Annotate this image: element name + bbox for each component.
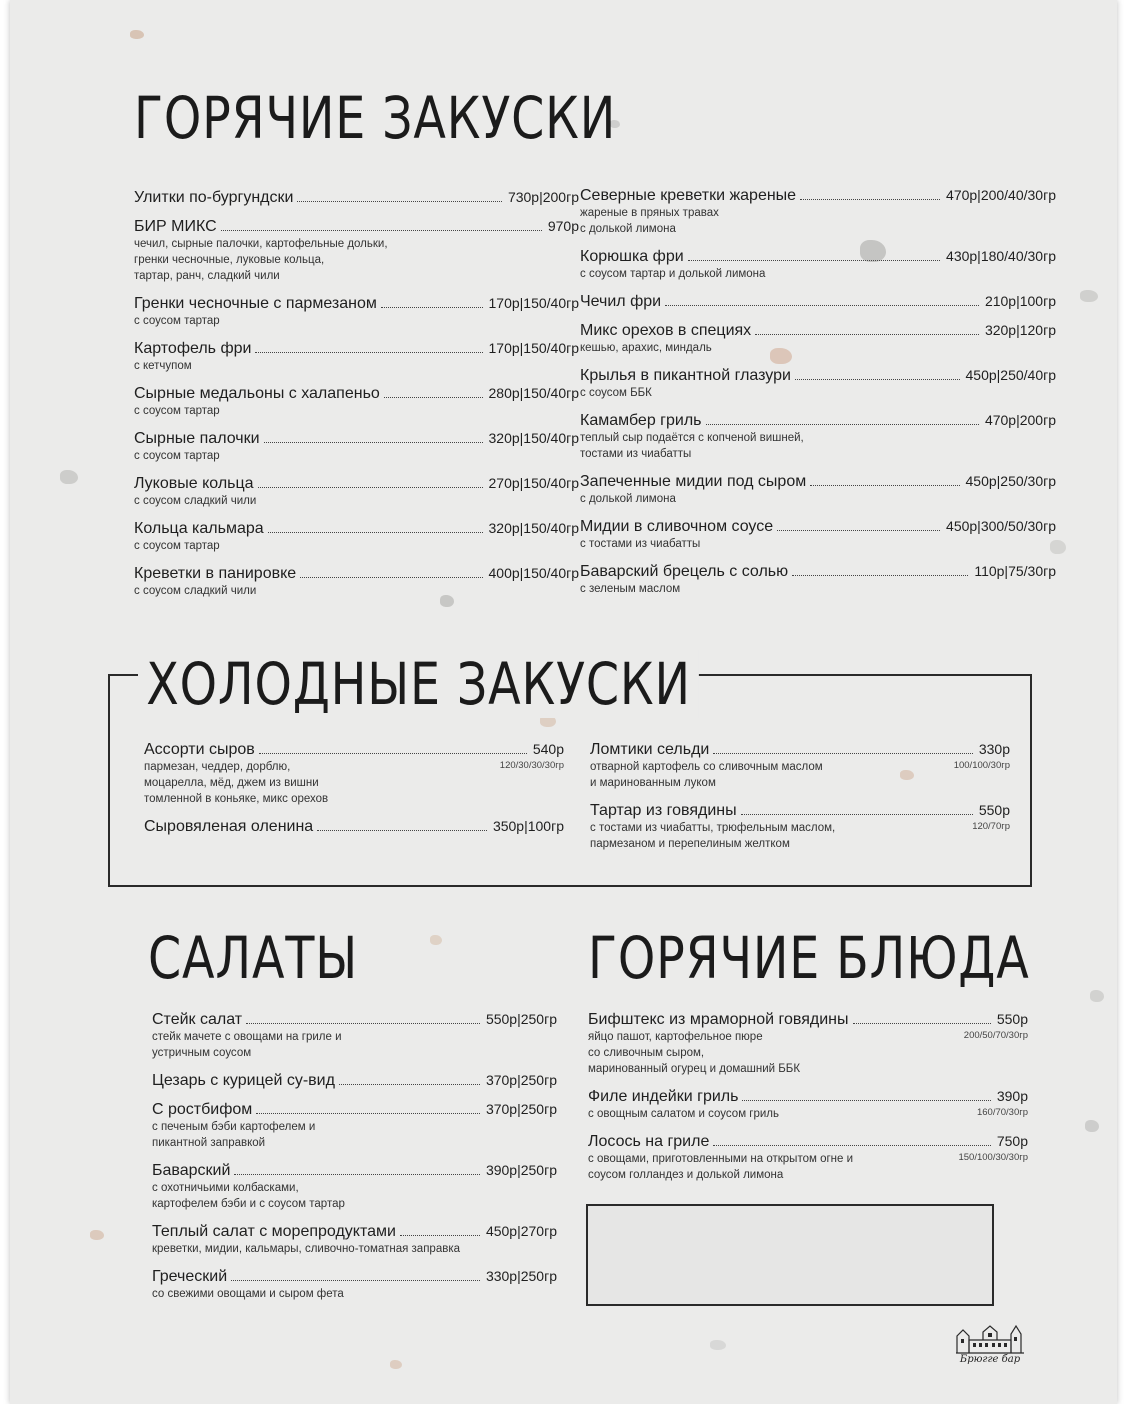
- item-name: Греческий: [152, 1268, 228, 1285]
- decor-speck: [710, 1340, 726, 1350]
- menu-item: [588, 1132, 1028, 1183]
- item-price: 450р|250/30гр: [965, 473, 1056, 489]
- item-description: пикантной заправкой: [152, 1137, 266, 1149]
- menu-item: [152, 1071, 557, 1090]
- dot-leader: [317, 830, 487, 831]
- menu-item-row: [152, 1071, 557, 1090]
- dot-leader: [246, 1023, 480, 1024]
- dot-leader: [741, 814, 973, 815]
- dot-leader: [853, 1023, 991, 1024]
- item-price: 370р|250гр: [485, 1072, 557, 1088]
- menu-item: [580, 321, 1056, 356]
- menu-item-row: [580, 321, 1056, 340]
- dot-leader: [297, 201, 502, 202]
- item-description: яйцо пашот, картофельное пюре: [588, 1031, 763, 1043]
- menu-item: [580, 292, 1056, 311]
- menu-item: [134, 217, 579, 284]
- item-description: с соусом тартар: [134, 405, 220, 417]
- item-price: 280р|150/40гр: [488, 385, 579, 401]
- menu-item: [152, 1267, 557, 1302]
- item-name: Сырные медальоны с халапеньо: [134, 385, 380, 402]
- item-name: Бифштекс из мраморной говядины: [588, 1011, 849, 1028]
- menu-item: [144, 817, 564, 836]
- item-price: 450р|300/50/30гр: [946, 518, 1056, 534]
- item-name: Сыровяленая оленина: [144, 818, 314, 835]
- dot-leader: [665, 305, 979, 306]
- dot-leader: [231, 1280, 480, 1281]
- section-title-cold-appetizers: ХОЛОДНЫЕ ЗАКУСКИ: [138, 650, 699, 718]
- dot-leader: [706, 424, 979, 425]
- item-name: Мидии в сливочном соусе: [580, 518, 774, 535]
- menu-item: [134, 474, 579, 509]
- item-name: Чечил фри: [580, 293, 662, 310]
- item-price: 320р|150/40гр: [488, 430, 579, 446]
- dot-leader: [800, 199, 940, 200]
- item-description: гренки чесночные, луковые кольца,: [134, 254, 325, 266]
- dot-leader: [256, 1113, 480, 1114]
- item-weight: 100/100/30гр: [953, 760, 1010, 771]
- item-price: 470р|200гр: [984, 412, 1056, 428]
- item-price: 450р|270гр: [485, 1223, 557, 1239]
- menu-item-row: [134, 188, 579, 207]
- item-description: с долькой лимона: [580, 223, 676, 235]
- decor-speck: [1085, 1120, 1099, 1132]
- menu-item-row: [144, 740, 564, 759]
- dot-leader: [259, 753, 527, 754]
- item-description: с соусом тартар: [134, 450, 220, 462]
- menu-item: [580, 411, 1056, 462]
- item-description: кешью, арахис, миндаль: [580, 342, 712, 354]
- dot-leader: [810, 485, 959, 486]
- item-price: 450р|250/40гр: [965, 367, 1056, 383]
- item-description: с печеным бэби картофелем и: [152, 1121, 316, 1133]
- item-name: БИР МИКС: [134, 218, 217, 235]
- menu-item-row: [580, 366, 1056, 385]
- item-weight: 150/100/30/30гр: [958, 1152, 1028, 1163]
- cold-appetizers-right-column: [590, 740, 1010, 862]
- menu-item-row: [590, 740, 1010, 759]
- dot-leader: [755, 334, 979, 335]
- logo-text: Брюгге бар: [959, 1354, 1021, 1365]
- item-description: тостами из чиабатты: [580, 448, 692, 460]
- blank-frame: [586, 1204, 994, 1306]
- item-name: Сырные палочки: [134, 430, 260, 447]
- item-description: картофелем бэби и с соусом тартар: [152, 1198, 345, 1210]
- item-name: Крылья в пикантной глазури: [580, 367, 791, 384]
- item-name: Баварский: [152, 1162, 231, 1179]
- item-description: чечил, сырные палочки, картофельные дольки,: [134, 238, 388, 250]
- menu-item-row: [134, 519, 579, 538]
- item-description: с долькой лимона: [580, 493, 676, 505]
- building-icon: [955, 1322, 1025, 1354]
- section-title-hot-dishes: ГОРЯЧИЕ БЛЮДА: [588, 924, 1030, 992]
- dot-leader: [258, 487, 483, 488]
- item-description: с тостами из чиабатты, трюфельным маслом,: [590, 822, 836, 834]
- item-description: с тостами из чиабатты: [580, 538, 701, 550]
- menu-item-row: [152, 1267, 557, 1286]
- menu-item-row: [580, 472, 1056, 491]
- menu-item: [152, 1010, 557, 1061]
- item-name: Цезарь с курицей су-вид: [152, 1072, 335, 1089]
- menu-item-row: [588, 1087, 1028, 1106]
- menu-item: [134, 294, 579, 329]
- menu-item-row: [134, 429, 579, 448]
- dot-leader: [713, 753, 972, 754]
- dot-leader: [264, 442, 483, 443]
- item-price: 330р: [978, 741, 1010, 757]
- item-price: 320р|150/40гр: [488, 520, 579, 536]
- hot-appetizers-right-column: [580, 186, 1056, 607]
- decor-speck: [1090, 990, 1104, 1002]
- menu-item: [580, 472, 1056, 507]
- item-price: 430р|180/40/30гр: [946, 248, 1056, 264]
- menu-item-row: [580, 186, 1056, 205]
- item-description: со свежими овощами и сыром фета: [152, 1288, 344, 1300]
- menu-item-row: [134, 339, 579, 358]
- decor-speck: [130, 30, 144, 39]
- item-price: 540р: [532, 741, 564, 757]
- item-price: 330р|250гр: [485, 1268, 557, 1284]
- menu-item: [134, 384, 579, 419]
- item-price: 550р: [996, 1011, 1028, 1027]
- item-name: С ростбифом: [152, 1101, 253, 1118]
- item-description: с овощами, приготовленными на открытом огне и: [588, 1153, 854, 1165]
- menu-item: [588, 1087, 1028, 1122]
- menu-item: [144, 740, 564, 807]
- item-description: с соусом сладкий чили: [134, 585, 257, 597]
- dot-leader: [777, 530, 940, 531]
- item-weight: 200/50/70/30гр: [963, 1030, 1028, 1041]
- decor-speck: [430, 935, 442, 945]
- menu-item: [152, 1161, 557, 1212]
- cold-appetizers-left-column: [144, 740, 564, 846]
- dot-leader: [688, 260, 940, 261]
- item-name: Улитки по-бургундски: [134, 189, 294, 206]
- item-price: 390р|250гр: [485, 1162, 557, 1178]
- item-description: маринованный огурец и домашний ББК: [588, 1063, 801, 1075]
- item-description: с кетчупом: [134, 360, 192, 372]
- item-weight: 120/30/30/30гр: [499, 760, 564, 771]
- menu-item-row: [152, 1222, 557, 1241]
- menu-item: [152, 1100, 557, 1151]
- item-description: устричным соусом: [152, 1047, 252, 1059]
- menu-item: [590, 740, 1010, 791]
- item-price: 550р: [978, 802, 1010, 818]
- menu-item: [580, 247, 1056, 282]
- menu-item-row: [590, 801, 1010, 820]
- hot-appetizers-left-column: [134, 188, 579, 609]
- item-description: с овощным салатом и соусом гриль: [588, 1108, 780, 1120]
- hot-dishes-list: [588, 1010, 1028, 1193]
- menu-item-row: [134, 474, 579, 493]
- item-name: Креветки в панировке: [134, 565, 297, 582]
- item-price: 750р: [996, 1133, 1028, 1149]
- brand-logo: [950, 1322, 1030, 1365]
- item-description: и маринованным луком: [590, 777, 716, 789]
- item-name: Северные креветки жареные: [580, 187, 797, 204]
- menu-item-row: [580, 517, 1056, 536]
- item-description: креветки, мидии, кальмары, сливочно-томатная заправка: [152, 1243, 461, 1255]
- section-title-salads: САЛАТЫ: [148, 924, 358, 992]
- item-price: 390р: [996, 1088, 1028, 1104]
- item-price: 400р|150/40гр: [488, 565, 579, 581]
- item-price: 320р|120гр: [984, 322, 1056, 338]
- item-price: 270р|150/40гр: [488, 475, 579, 491]
- menu-item: [152, 1222, 557, 1257]
- menu-item-row: [580, 411, 1056, 430]
- item-price: 550р|250гр: [485, 1011, 557, 1027]
- item-description: с зеленым маслом: [580, 583, 681, 595]
- menu-item-row: [152, 1010, 557, 1029]
- item-description: соусом голландез и долькой лимона: [588, 1169, 784, 1181]
- menu-item-row: [152, 1161, 557, 1180]
- menu-item-row: [144, 817, 564, 836]
- dot-leader: [742, 1100, 990, 1101]
- item-price: 730р|200гр: [507, 189, 579, 205]
- item-description: с охотничьими колбасками,: [152, 1182, 299, 1194]
- item-description: теплый сыр подаётся с копченой вишней,: [580, 432, 804, 444]
- menu-item-row: [152, 1100, 557, 1119]
- dot-leader: [795, 379, 960, 380]
- decor-speck: [390, 1360, 402, 1369]
- item-description: с соусом тартар: [134, 540, 220, 552]
- menu-item-row: [580, 292, 1056, 311]
- item-description: томленной в коньяке, микс орехов: [144, 793, 329, 805]
- menu-page: [10, 0, 1117, 1404]
- menu-item: [134, 188, 579, 207]
- item-description: моцарелла, мёд, джем из вишни: [144, 777, 319, 789]
- item-name: Ассорти сыров: [144, 741, 255, 758]
- item-price: 170р|150/40гр: [488, 340, 579, 356]
- item-price: 470р|200/40/30гр: [946, 187, 1056, 203]
- dot-leader: [792, 575, 968, 576]
- dot-leader: [268, 532, 483, 533]
- item-description: стейк мачете с овощами на гриле и: [152, 1031, 342, 1043]
- menu-item-row: [134, 217, 579, 236]
- item-description: пармезаном и перепелиным желтком: [590, 838, 790, 850]
- dot-leader: [400, 1235, 480, 1236]
- item-price: 170р|150/40гр: [488, 295, 579, 311]
- item-price: 210р|100гр: [984, 293, 1056, 309]
- menu-item: [134, 339, 579, 374]
- item-description: с соусом тартар и долькой лимона: [580, 268, 766, 280]
- item-name: Микс орехов в специях: [580, 322, 752, 339]
- menu-item-row: [588, 1132, 1028, 1151]
- item-description: отварной картофель со сливочным маслом: [590, 761, 823, 773]
- item-name: Картофель фри: [134, 340, 252, 357]
- menu-item: [134, 429, 579, 464]
- dot-leader: [713, 1145, 991, 1146]
- menu-item: [580, 517, 1056, 552]
- item-weight: 120/70гр: [972, 821, 1010, 832]
- menu-item-row: [580, 562, 1056, 581]
- dot-leader: [381, 307, 483, 308]
- menu-item: [580, 562, 1056, 597]
- menu-item-row: [134, 384, 579, 403]
- dot-leader: [255, 352, 482, 353]
- item-name: Лосось на гриле: [588, 1133, 710, 1150]
- item-name: Баварский брецель с солью: [580, 563, 789, 580]
- menu-item: [588, 1010, 1028, 1077]
- item-description: тартар, ранч, сладкий чили: [134, 270, 280, 282]
- item-description: со сливочным сыром,: [588, 1047, 705, 1059]
- item-price: 370р|250гр: [485, 1101, 557, 1117]
- dot-leader: [384, 397, 483, 398]
- dot-leader: [221, 230, 542, 231]
- menu-item-row: [588, 1010, 1028, 1029]
- item-name: Теплый салат с морепродуктами: [152, 1223, 396, 1240]
- menu-item: [580, 366, 1056, 401]
- menu-item: [590, 801, 1010, 852]
- item-description: с соусом тартар: [134, 315, 220, 327]
- item-description: с соусом ББК: [580, 387, 652, 399]
- item-name: Корюшка фри: [580, 248, 684, 265]
- item-weight: 160/70/30гр: [976, 1107, 1028, 1118]
- decor-speck: [1080, 290, 1098, 302]
- menu-item: [134, 519, 579, 554]
- menu-item: [580, 186, 1056, 237]
- item-description: жареные в пряных травах: [580, 207, 719, 219]
- item-name: Камамбер гриль: [580, 412, 702, 429]
- dot-leader: [234, 1174, 480, 1175]
- item-price: 350р|100гр: [492, 818, 564, 834]
- section-title-hot-appetizers: ГОРЯЧИЕ ЗАКУСКИ: [134, 84, 617, 152]
- salads-list: [152, 1010, 557, 1312]
- decor-speck: [60, 470, 78, 484]
- menu-item-row: [134, 294, 579, 313]
- item-price: 110р|75/30гр: [974, 563, 1056, 579]
- menu-item-row: [580, 247, 1056, 266]
- item-name: Филе индейки гриль: [588, 1088, 739, 1105]
- decor-speck: [90, 1230, 104, 1240]
- item-name: Луковые кольца: [134, 475, 254, 492]
- item-name: Запеченные мидии под сыром: [580, 473, 807, 490]
- item-name: Гренки чесночные с пармезаном: [134, 295, 377, 312]
- dot-leader: [339, 1084, 480, 1085]
- item-name: Кольца кальмара: [134, 520, 264, 537]
- item-name: Стейк салат: [152, 1011, 243, 1028]
- item-name: Ломтики сельди: [590, 741, 710, 758]
- item-description: с соусом сладкий чили: [134, 495, 257, 507]
- dot-leader: [300, 577, 482, 578]
- menu-item-row: [134, 564, 579, 583]
- item-name: Тартар из говядины: [590, 802, 737, 819]
- item-price: 970р: [547, 218, 579, 234]
- menu-item: [134, 564, 579, 599]
- item-description: пармезан, чеддер, дорблю,: [144, 761, 291, 773]
